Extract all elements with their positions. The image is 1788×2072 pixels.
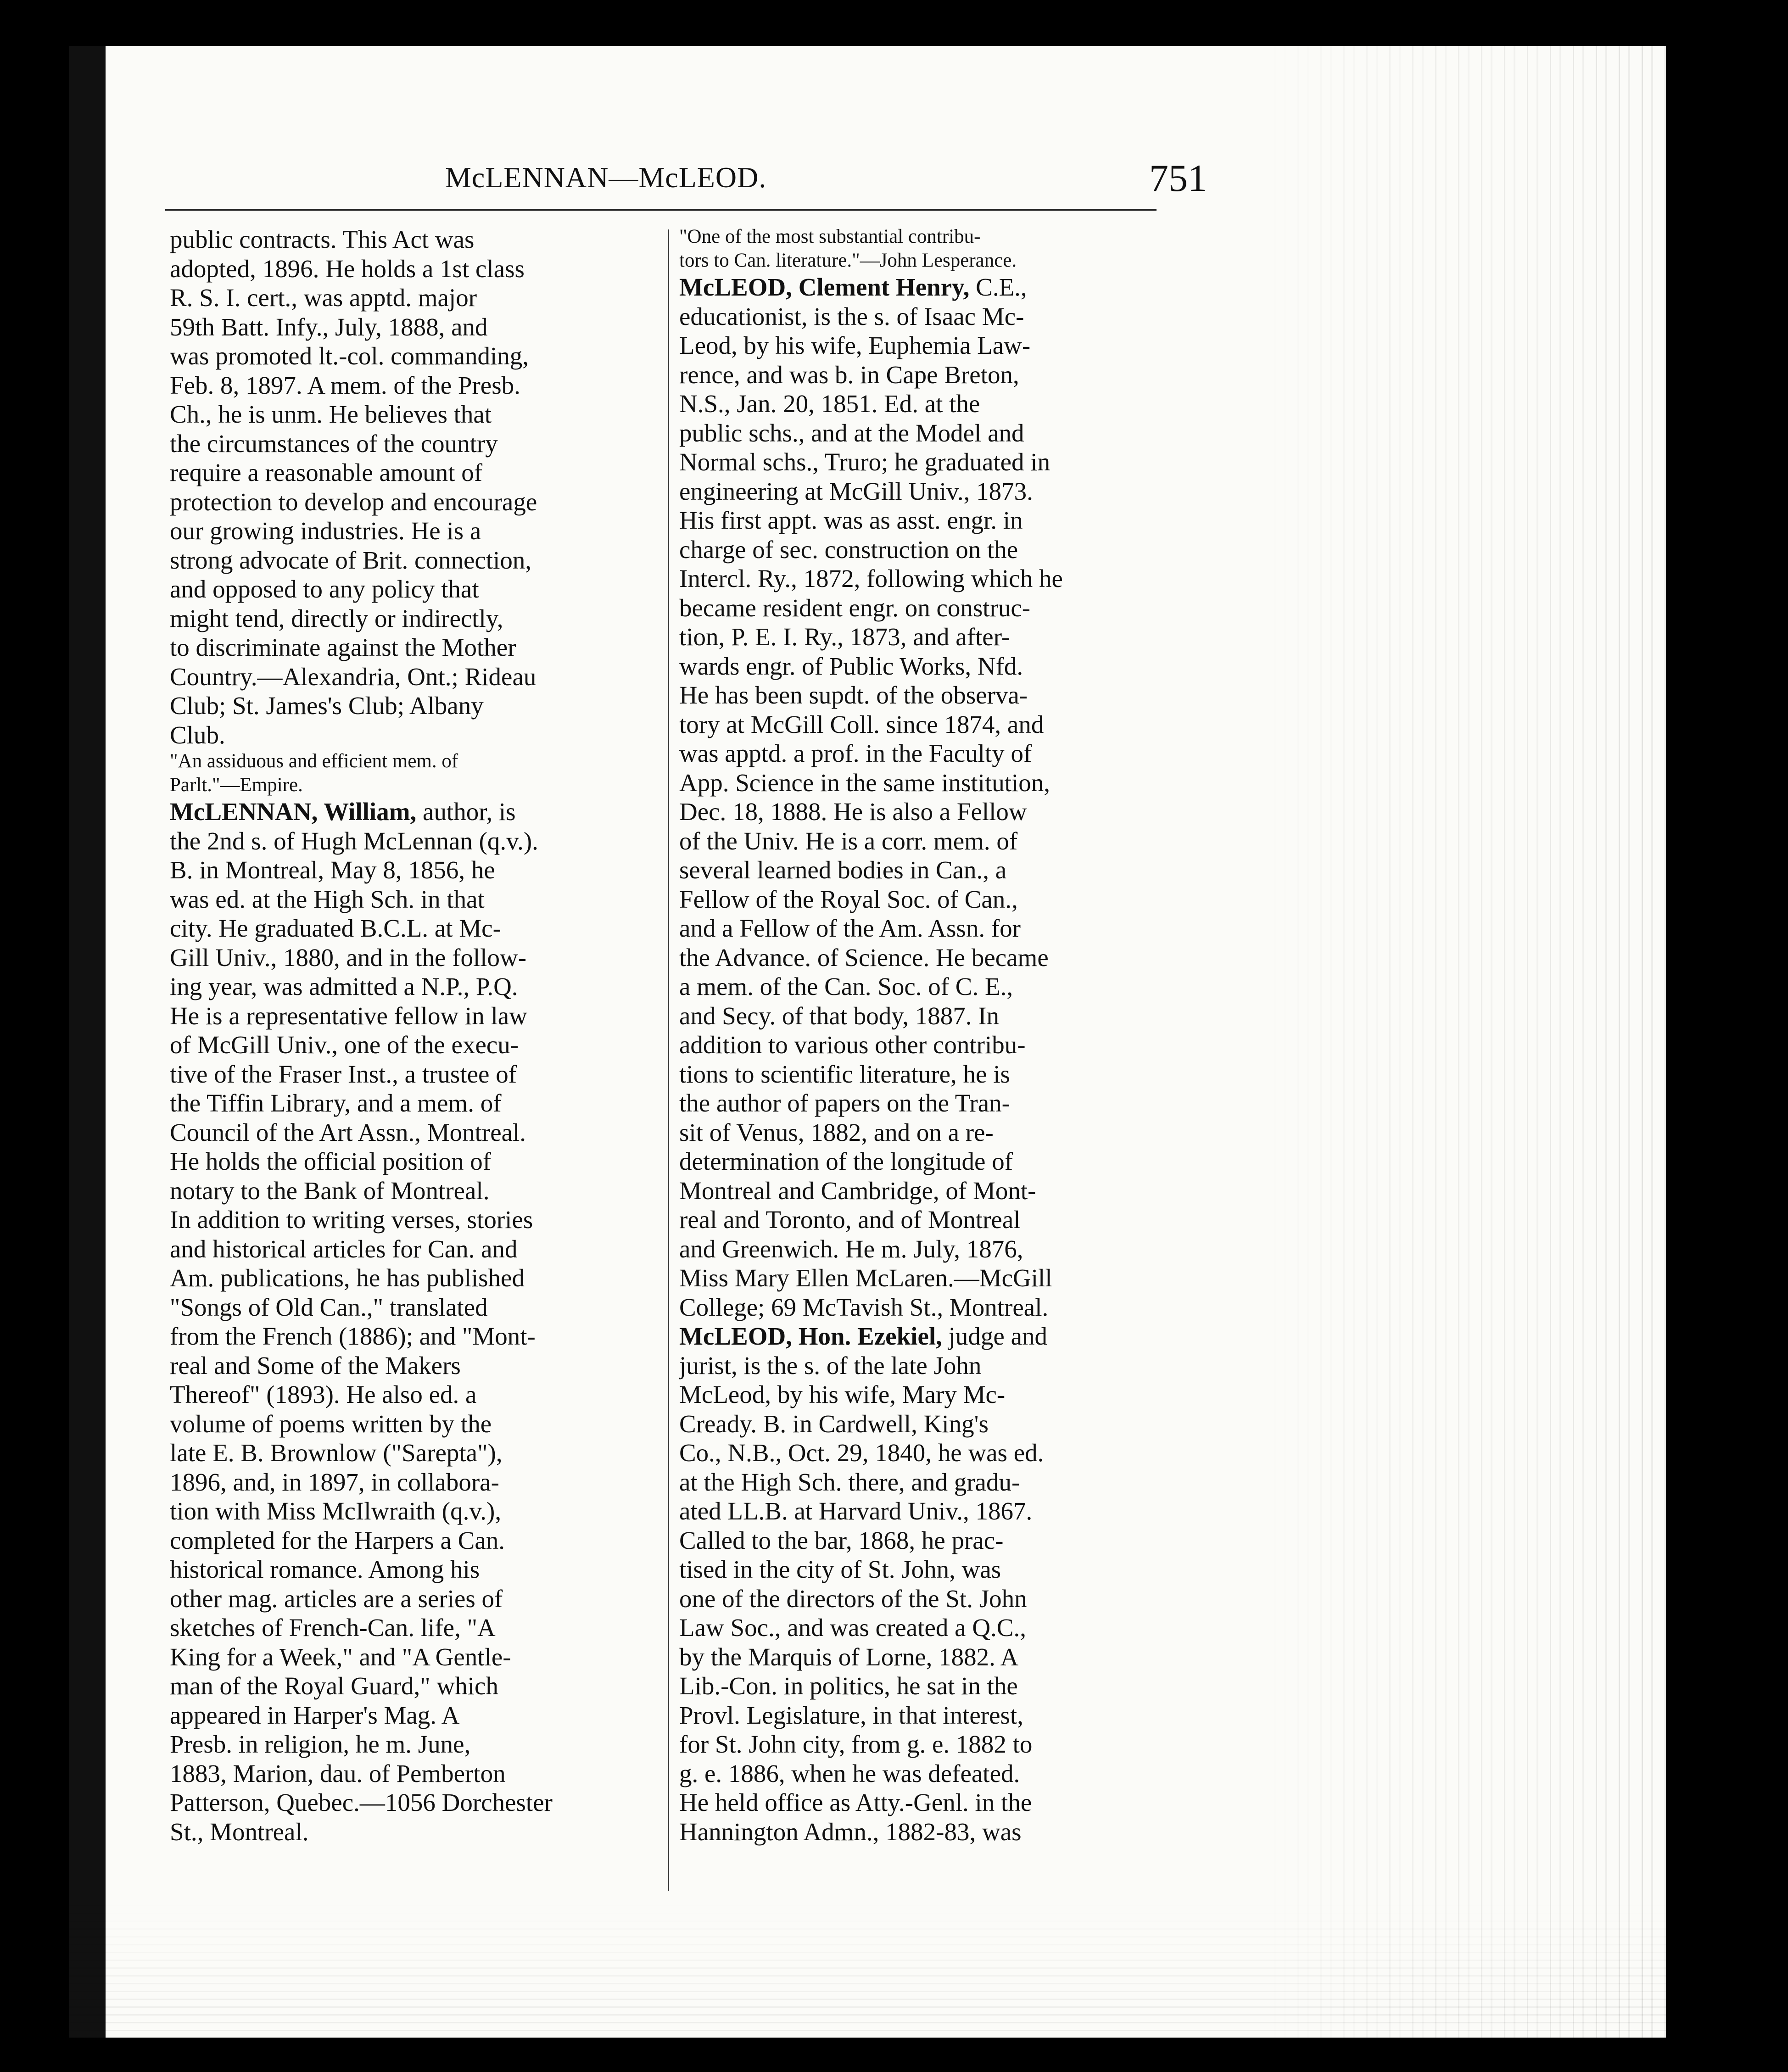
body-text-line: tory at McGill Coll. since 1874, and — [679, 710, 1044, 738]
scan-noise-bottom — [69, 1900, 1666, 2038]
body-text-line: Intercl. Ry., 1872, following which he — [679, 564, 1063, 592]
body-text-line: the 2nd s. of Hugh McLennan (q.v.). — [170, 827, 538, 855]
body-text-line: King for a Week," and "A Gentle- — [170, 1642, 511, 1671]
body-text-line: determination of the longitude of — [679, 1147, 1013, 1175]
body-text-line: Fellow of the Royal Soc. of Can., — [679, 885, 1018, 913]
body-text-line: public schs., and at the Model and — [679, 419, 1024, 447]
header-rule — [165, 209, 1157, 211]
body-text-line: Montreal and Cambridge, of Mont- — [679, 1176, 1036, 1205]
body-text-line: at the High Sch. there, and gradu- — [679, 1468, 1020, 1496]
body-text-line: might tend, directly or indirectly, — [170, 604, 503, 632]
entry-heading-rest: judge and — [942, 1322, 1047, 1350]
binding-shadow — [69, 46, 106, 2038]
quote-line: tors to Can. literature."—John Lesperance. — [679, 250, 1017, 271]
page-header — [399, 157, 1207, 211]
body-text-line: Hannington Admn., 1882-83, was — [679, 1817, 1022, 1846]
body-text-line: of McGill Univ., one of the execu- — [170, 1031, 519, 1059]
scan-noise-right — [1253, 46, 1666, 2038]
body-text-line: volume of poems written by the — [170, 1409, 492, 1438]
body-text-line: wards engr. of Public Works, Nfd. — [679, 652, 1023, 680]
body-text-line: 1896, and, in 1897, in collabora- — [170, 1468, 499, 1496]
body-text-line: McLeod, by his wife, Mary Mc- — [679, 1380, 1006, 1408]
body-text-line: tion with Miss McIlwraith (q.v.), — [170, 1497, 502, 1525]
body-text-line: became resident engr. on construc- — [679, 593, 1031, 622]
body-text-line: other mag. articles are a series of — [170, 1584, 503, 1613]
body-text-line: and Secy. of that body, 1887. In — [679, 1001, 1000, 1030]
body-text-line: Presb. in religion, he m. June, — [170, 1730, 471, 1758]
body-text-line: Called to the bar, 1868, he prac- — [679, 1526, 1004, 1554]
body-text-line: Club. — [170, 720, 225, 749]
right-column — [679, 225, 1170, 1846]
body-text-line: He held office as Atty.-Genl. in the — [679, 1788, 1032, 1816]
body-text-line: 59th Batt. Infy., July, 1888, and — [170, 313, 488, 341]
body-text-line: our growing industries. He is a — [170, 517, 481, 545]
body-text-line: of the Univ. He is a corr. mem. of — [679, 827, 1018, 855]
body-text-line: by the Marquis of Lorne, 1882. A — [679, 1642, 1019, 1671]
body-text-line: jurist, is the s. of the late John — [679, 1351, 982, 1379]
body-text-line: He holds the official position of — [170, 1147, 492, 1175]
body-text-line: Dec. 18, 1888. He is also a Fellow — [679, 798, 1027, 826]
body-text-line: the author of papers on the Tran- — [679, 1089, 1010, 1117]
body-text-line: "Songs of Old Can.," translated — [170, 1293, 488, 1321]
body-text-line: sit of Venus, 1882, and on a re- — [679, 1118, 994, 1146]
entry-heading-rest: author, is — [416, 798, 516, 826]
body-text-line: Leod, by his wife, Euphemia Law- — [679, 331, 1031, 359]
body-text-line: for St. John city, from g. e. 1882 to — [679, 1730, 1033, 1758]
body-text-line: g. e. 1886, when he was defeated. — [679, 1759, 1020, 1787]
entry-name: McLEOD, Clement Henry, — [679, 273, 970, 301]
body-text-line: adopted, 1896. He holds a 1st class — [170, 254, 525, 283]
body-text-line: man of the Royal Guard," which — [170, 1672, 498, 1700]
body-text-line: and a Fellow of the Am. Assn. for — [679, 914, 1021, 942]
entry-name: McLEOD, Hon. Ezekiel, — [679, 1322, 942, 1350]
body-text-line: one of the directors of the St. John — [679, 1584, 1027, 1613]
body-text-line: tised in the city of St. John, was — [679, 1555, 1001, 1583]
body-text-line: 1883, Marion, dau. of Pemberton — [170, 1759, 506, 1787]
body-text-line: appeared in Harper's Mag. A — [170, 1701, 460, 1729]
body-text-line: real and Some of the Makers — [170, 1351, 461, 1379]
body-text-line: Patterson, Quebec.—1056 Dorchester — [170, 1788, 553, 1816]
body-text-line: the Advance. of Science. He became — [679, 943, 1049, 972]
body-text-line: Co., N.B., Oct. 29, 1840, he was ed. — [679, 1439, 1044, 1467]
body-text-line: App. Science in the same institution, — [679, 768, 1050, 797]
body-text-line: N.S., Jan. 20, 1851. Ed. at the — [679, 390, 980, 418]
body-text-line: ing year, was admitted a N.P., P.Q. — [170, 972, 518, 1000]
page-number: 751 — [1149, 157, 1207, 200]
quote-line: "An assiduous and efficient mem. of — [170, 750, 458, 772]
body-text-line: Law Soc., and was created a Q.C., — [679, 1614, 1026, 1642]
body-text-line: Cready. B. in Cardwell, King's — [679, 1409, 989, 1438]
body-text-line: Country.—Alexandria, Ont.; Rideau — [170, 662, 536, 691]
body-text-line: Miss Mary Ellen McLaren.—McGill — [679, 1264, 1052, 1292]
body-text-line: strong advocate of Brit. connection, — [170, 546, 532, 574]
body-text-line: tions to scientific literature, he is — [679, 1060, 1010, 1088]
body-text-line: and opposed to any policy that — [170, 575, 479, 603]
body-text-line: Gill Univ., 1880, and in the follow- — [170, 943, 527, 972]
entry-heading-line — [170, 797, 661, 827]
body-text-line: late E. B. Brownlow ("Sarepta"), — [170, 1439, 503, 1467]
body-text-line: Am. publications, he has published — [170, 1264, 525, 1292]
body-text-line: tive of the Fraser Inst., a trustee of — [170, 1060, 517, 1088]
body-text-line: charge of sec. construction on the — [679, 535, 1018, 564]
body-text-line: several learned bodies in Can., a — [679, 856, 1007, 884]
body-text-line: Ch., he is unm. He believes that — [170, 400, 492, 428]
body-text-line: require a reasonable amount of — [170, 458, 483, 486]
left-column — [170, 225, 661, 1846]
body-text-line: a mem. of the Can. Soc. of C. E., — [679, 972, 1013, 1000]
body-text-line: was ed. at the High Sch. in that — [170, 885, 485, 913]
body-text-line: real and Toronto, and of Montreal — [679, 1206, 1021, 1234]
body-text-line: In addition to writing verses, stories — [170, 1206, 533, 1234]
body-text-line: He is a representative fellow in law — [170, 1001, 527, 1030]
entry-heading-rest: C.E., — [969, 273, 1027, 301]
body-text-line: Provl. Legislature, in that interest, — [679, 1701, 1023, 1729]
body-text-line: public contracts. This Act was — [170, 225, 475, 253]
body-text-line: from the French (1886); and "Mont- — [170, 1322, 536, 1350]
body-text-line: addition to various other contribu- — [679, 1031, 1026, 1059]
body-text-line: Council of the Art Assn., Montreal. — [170, 1118, 526, 1146]
body-text-line: completed for the Harpers a Can. — [170, 1526, 505, 1554]
quote-line: "One of the most substantial contribu- — [679, 226, 981, 247]
body-text-line: and historical articles for Can. and — [170, 1234, 518, 1263]
body-text-line: was promoted lt.-col. commanding, — [170, 342, 529, 370]
body-text-line: the Tiffin Library, and a mem. of — [170, 1089, 502, 1117]
body-text-line: ated LL.B. at Harvard Univ., 1867. — [679, 1497, 1033, 1525]
body-text-line: He has been supdt. of the observa- — [679, 681, 1028, 709]
body-text-line: His first appt. was as asst. engr. in — [679, 506, 1023, 534]
body-text-line: St., Montreal. — [170, 1817, 309, 1846]
body-text-line: B. in Montreal, May 8, 1856, he — [170, 856, 495, 884]
body-text-line: Lib.-Con. in politics, he sat in the — [679, 1672, 1018, 1700]
body-text-line: Feb. 8, 1897. A mem. of the Presb. — [170, 371, 520, 399]
body-text-line: sketches of French-Can. life, "A — [170, 1614, 496, 1642]
body-text-line: College; 69 McTavish St., Montreal. — [679, 1293, 1049, 1321]
body-text-line: notary to the Bank of Montreal. — [170, 1176, 490, 1205]
body-text-line: to discriminate against the Mother — [170, 633, 516, 661]
body-text-line: Club; St. James's Club; Albany — [170, 692, 484, 720]
body-text-line: Thereof" (1893). He also ed. a — [170, 1380, 477, 1408]
body-text-line: protection to develop and encourage — [170, 487, 537, 516]
body-text-line: R. S. I. cert., was apptd. major — [170, 284, 477, 312]
body-text-line: historical romance. Among his — [170, 1555, 480, 1583]
body-text-line: educationist, is the s. of Isaac Mc- — [679, 302, 1024, 330]
body-text-line: was apptd. a prof. in the Faculty of — [679, 739, 1032, 767]
entry-heading-line — [679, 273, 1170, 302]
body-text-line: tion, P. E. I. Ry., 1873, and after- — [679, 623, 1010, 651]
body-text-line: city. He graduated B.C.L. at Mc- — [170, 914, 501, 942]
entry-name: McLENNAN, William, — [170, 798, 417, 826]
body-text-line: the circumstances of the country — [170, 429, 498, 458]
entry-heading-line — [679, 1322, 1170, 1351]
body-text-line: and Greenwich. He m. July, 1876, — [679, 1234, 1023, 1263]
body-text-line: rence, and was b. in Cape Breton, — [679, 360, 1019, 389]
quote-line: Parlt."—Empire. — [170, 774, 303, 796]
column-divider — [668, 229, 669, 1891]
running-head: McLENNAN—McLEOD. — [445, 161, 767, 194]
body-text-line: engineering at McGill Univ., 1873. — [679, 477, 1033, 505]
body-text-line: Normal schs., Truro; he graduated in — [679, 448, 1050, 476]
